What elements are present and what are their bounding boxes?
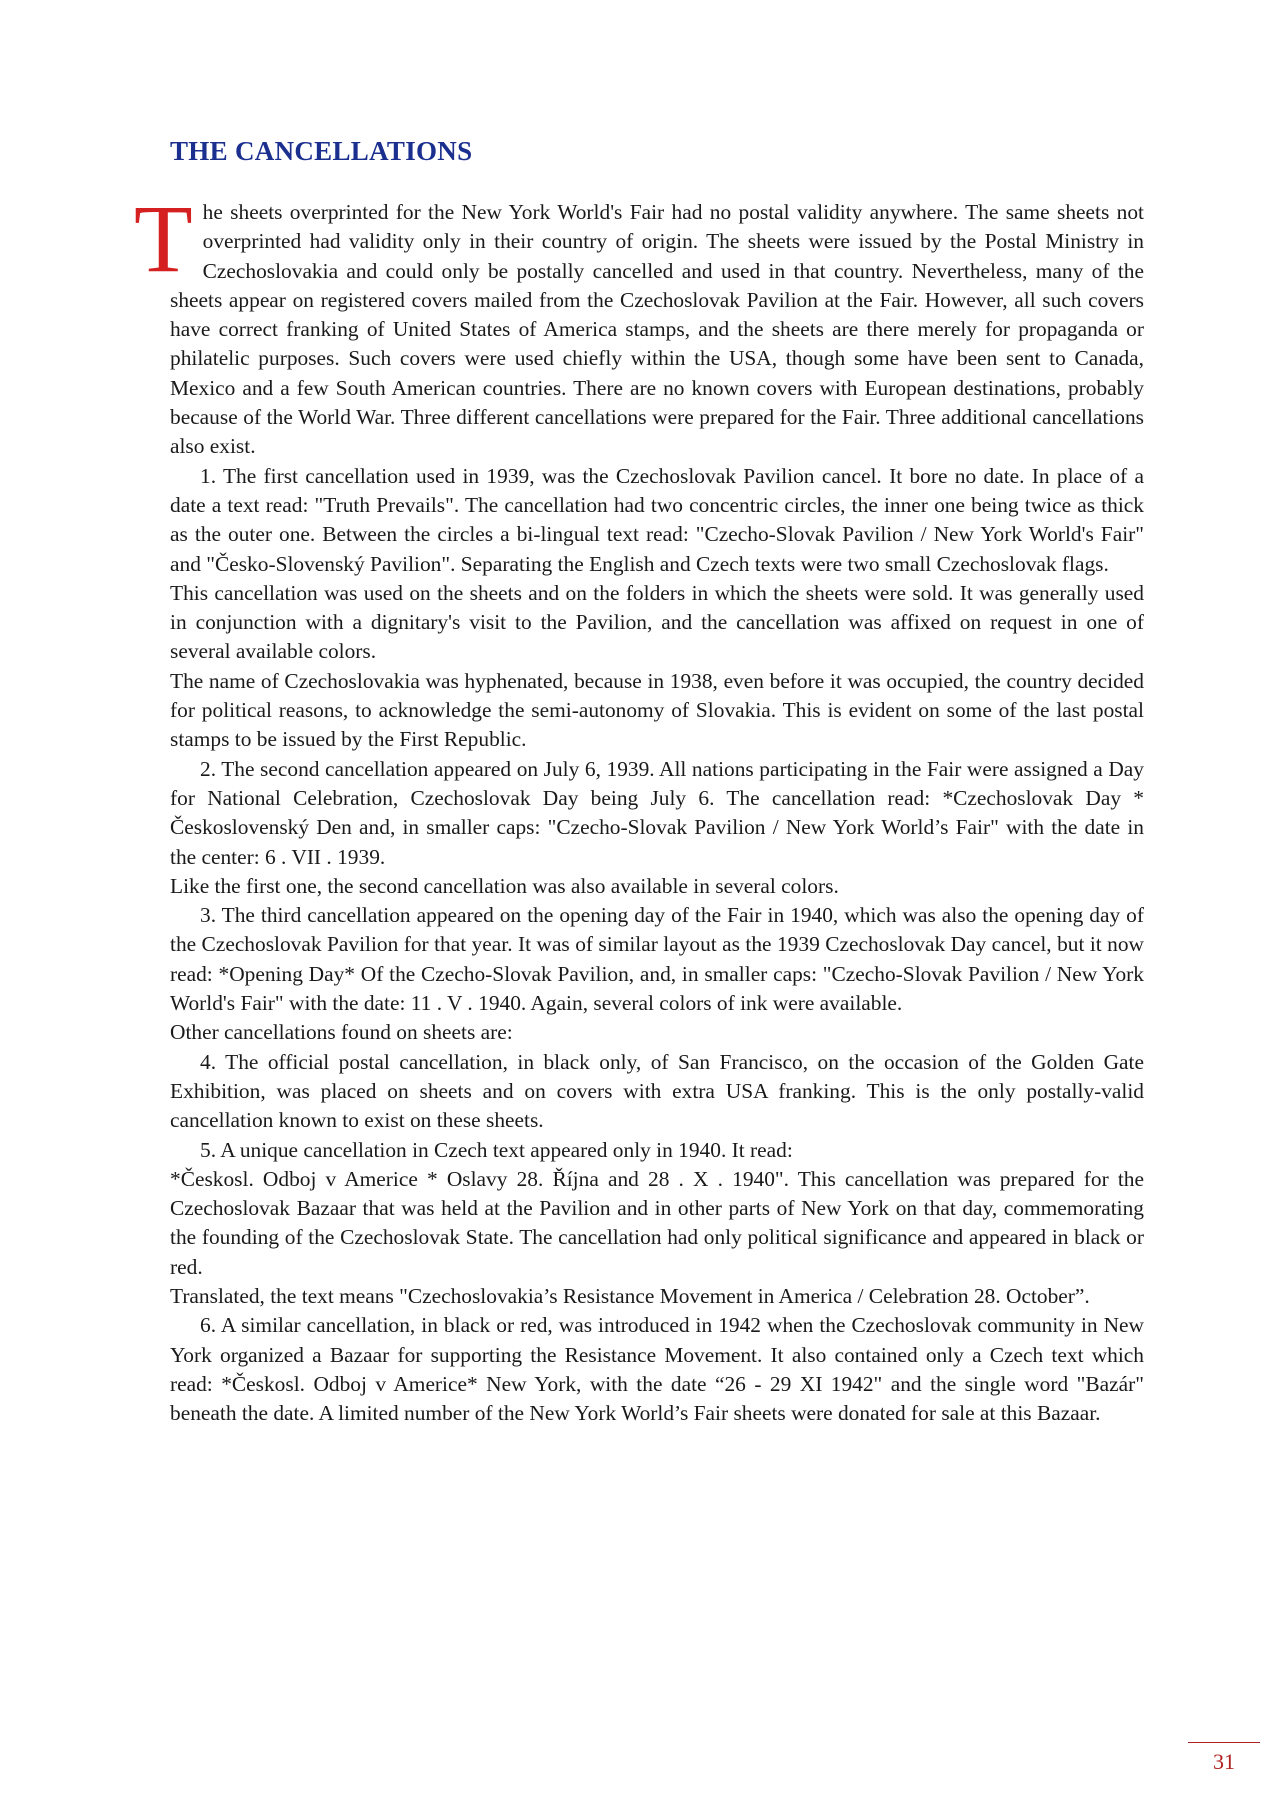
paragraph-13: 6. A similar cancellation, in black or red, was introduced in 1942 when the Czechoslovak community in New York organized a Bazaar for supporting the Resistance Movement. It also contained only a Czech text which read: *Českosl. Odboj v Americe* New York, with the date “26 - 29 XI 1942" and the single word "Bazár" beneath the date. A limited number of the New York World’s Fair sheets were donated for sale at this Bazaar. — [170, 1313, 1144, 1426]
paragraph-5: 2. The second cancellation appeared on July 6, 1939. All nations participating in the Fair were assigned a Day for National Celebration, Czechoslovak Day being July 6. The cancellation read: *Czechoslovak Day * Československý Den and, in smaller caps: "Czecho-Slovak Pavilion / New York World’s Fair" with the date in the center: 6 . VII . 1939. — [170, 756, 1144, 869]
paragraph-9: 4. The official postal cancellation, in black only, of San Francisco, on the occasion of the Golden Gate Exhibition, was placed on sheets and on covers with extra USA franking. This is the only postally-valid cancellation known to exist on these sheets. — [170, 1049, 1144, 1133]
paragraph-6: Like the first one, the second cancellation was also available in several colors. — [170, 873, 839, 898]
paragraph-1 — [134, 185, 1144, 462]
paragraph-11: *Českosl. Odboj v Americe * Oslavy 28. Října and 28 . X . 1940". This cancellation was prepared for the Czechoslovak Bazaar that was held at the Pavilion and in other parts of New York on that day, commemorating the founding of the Czechoslovak State. The cancellation had only political significance and appeared in black or red. — [170, 1166, 1144, 1279]
page-number: 31 — [1213, 1749, 1235, 1774]
paragraph-7: 3. The third cancellation appeared on the opening day of the Fair in 1940, which was also the opening day of the Czechoslovak Pavilion for that year. It was of similar layout as the 1939 Czechoslovak Day cancel, but it now read: *Opening Day* Of the Czecho-Slovak Pavilion, and, in smaller caps: "Czecho-Slovak Pavilion / New York World's Fair" with the date: 11 . V . 1940. Again, several colors of ink were available. — [170, 903, 1144, 1016]
page-title: THE CANCELLATIONS — [170, 136, 473, 166]
page-number-rule — [1188, 1742, 1260, 1743]
paragraph-1-text: he sheets overprinted for the New York World's Fair had no postal validity anywhere. The same sheets not overprinted had validity only in their country of origin. The sheets were issued by the Postal Ministry in Czechoslovakia and could only be postally cancelled and used in that country. Nevertheless, many of the sheets appear on registered covers mailed from the Czechoslovak Pavilion at the Fair. However, all such covers have correct franking of United States of America stamps, and the sheets are there merely for propaganda or philatelic purposes. Such covers were used chiefly within the USA, though some have been sent to Canada, Mexico and a few South American countries. There are no known covers with European destinations, probably because of the World War. Three different cancellations were prepared for the Fair. Three additional cancellations also exist. — [170, 200, 1144, 459]
drop-cap: T — [134, 185, 193, 292]
paragraph-8: Other cancellations found on sheets are: — [170, 1020, 513, 1045]
paragraph-2: 1. The first cancellation used in 1939, was the Czechoslovak Pavilion cancel. It bore no date. In place of a date a text read: "Truth Prevails". The cancellation had two concentric circles, the inner one being twice as thick as the outer one. Between the circles a bi-lingual text read: "Czecho-Slovak Pavilion / New York World's Fair" and "Česko-Slovenský Pavilion". Separating the English and Czech texts were two small Czechoslovak flags. — [170, 463, 1144, 576]
paragraph-4: The name of Czechoslovakia was hyphenated, because in 1938, even before it was occupied, the country decided for political reasons, to acknowledge the semi-autonomy of Slovakia. This is evident on some of the last postal stamps to be issued by the First Republic. — [170, 668, 1144, 752]
paragraph-12: Translated, the text means "Czechoslovakia’s Resistance Movement in America / Celebration 28. October”. — [170, 1283, 1090, 1308]
paragraph-3: This cancellation was used on the sheets and on the folders in which the sheets were sold. It was generally used in conjunction with a dignitary's visit to the Pavilion, and the cancellation was affixed on request in one of several available colors. — [170, 580, 1144, 664]
article-body — [134, 185, 1144, 1428]
paragraph-10: 5. A unique cancellation in Czech text appeared only in 1940. It read: — [200, 1137, 793, 1162]
